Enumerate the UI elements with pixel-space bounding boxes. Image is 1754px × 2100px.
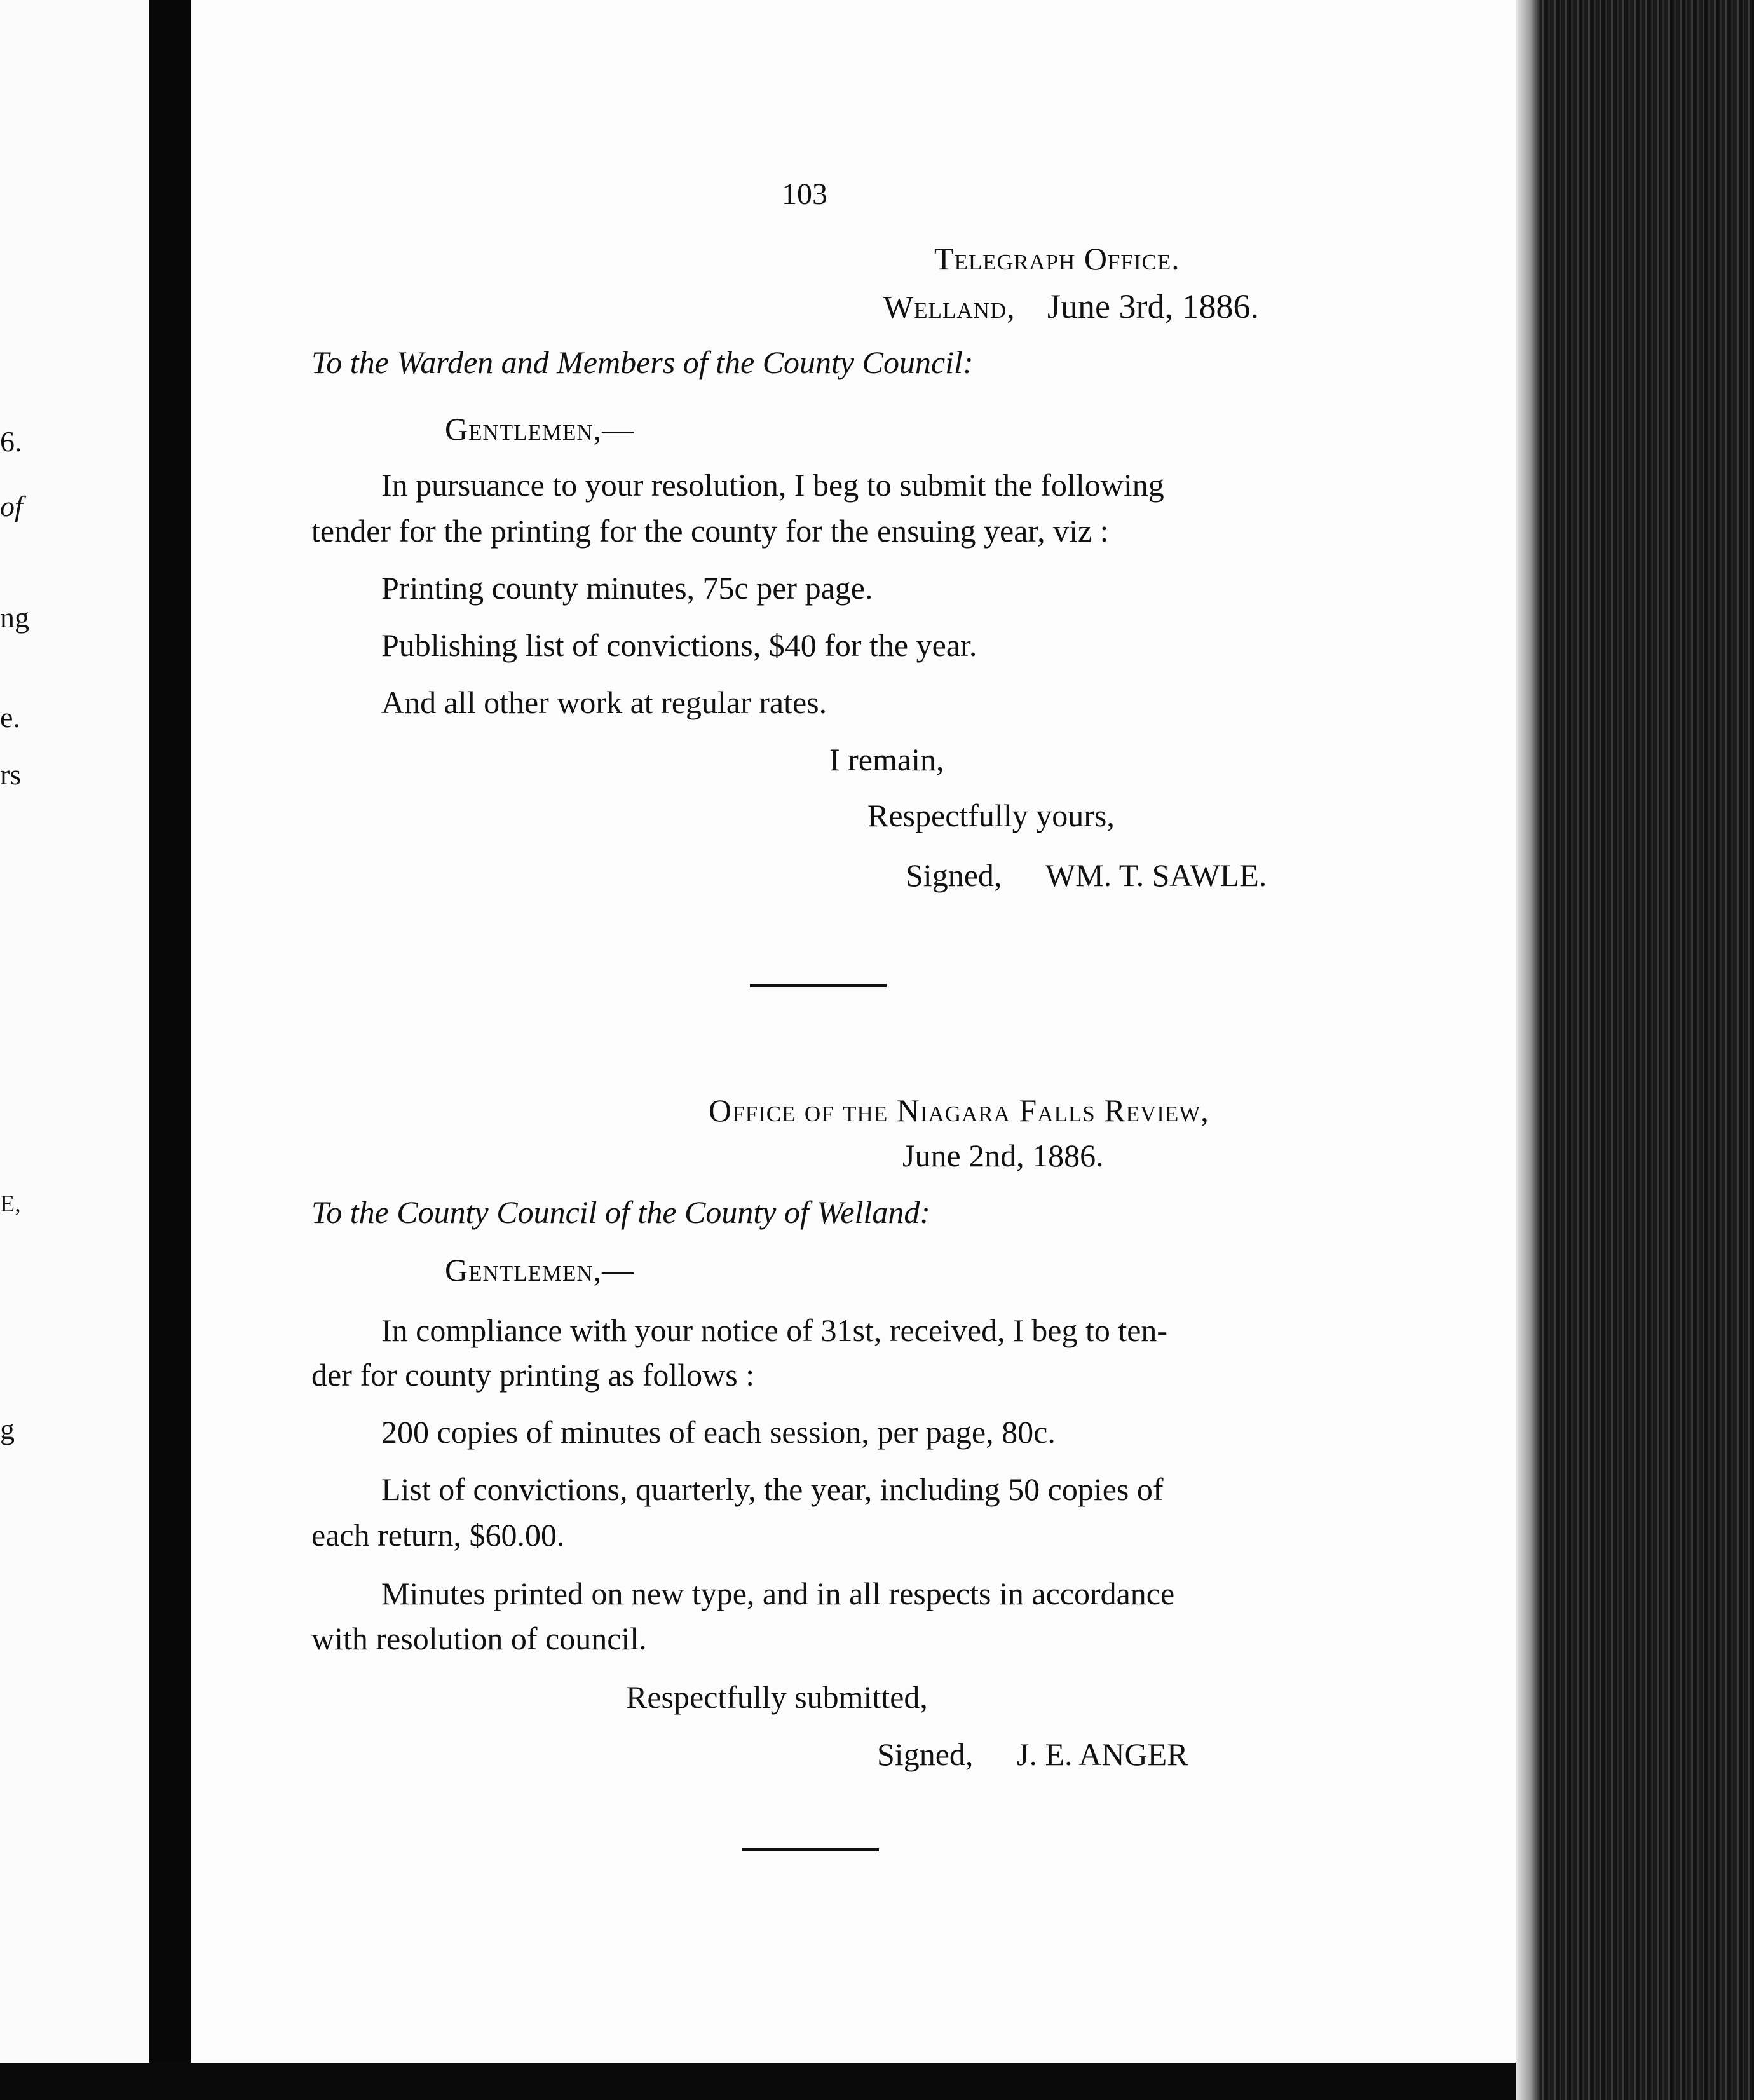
- letter1-date: June 3rd, 1886.: [1047, 287, 1259, 325]
- letter1-addressee: To the Warden and Members of the County Council:: [311, 344, 974, 380]
- left-page-fragment: g: [0, 1413, 15, 1445]
- letter2-addressee: To the County Council of the County of Welland:: [311, 1194, 931, 1230]
- letter1-item2: Publishing list of convictions, $40 for the year.: [381, 627, 977, 663]
- left-page-fragment: rs: [0, 758, 22, 791]
- letter2-body-line2: der for county printing as follows :: [311, 1357, 755, 1393]
- letter2-salutation: Gentlemen,—: [445, 1252, 635, 1288]
- letter1-closing1: I remain,: [829, 742, 944, 777]
- letter1-closing2: Respectfully yours,: [867, 798, 1115, 833]
- letter1-item3: And all other work at regular rates.: [381, 685, 827, 720]
- letter1-office: Telegraph Office.: [934, 241, 1180, 276]
- page: [191, 0, 1516, 2062]
- book-gutter: [149, 0, 194, 2100]
- letter1-place: Welland,: [883, 289, 1016, 325]
- letter1-body-line2: tender for the printing for the county for the ensuing year, viz :: [311, 513, 1109, 549]
- page-number: 103: [782, 177, 827, 211]
- left-page-fragment: of: [0, 490, 23, 522]
- letter1-signed-label: Signed,: [906, 857, 1002, 893]
- left-page-fragment: e.: [0, 701, 20, 733]
- letter1-salutation: Gentlemen,—: [445, 411, 635, 447]
- letter2-closing: Respectfully submitted,: [626, 1679, 928, 1715]
- book-edge: [1516, 0, 1754, 2100]
- page-edge-shadow: [1516, 0, 1540, 2100]
- left-page-fragment: 6.: [0, 425, 22, 458]
- letter2-office: Office of the Niagara Falls Review,: [709, 1093, 1209, 1128]
- left-page-fragment: E,: [0, 1190, 21, 1217]
- letter1-item1: Printing county minutes, 75c per page.: [381, 570, 873, 606]
- letter2-item3-line2: with resolution of council.: [311, 1621, 647, 1656]
- left-facing-page: [0, 0, 149, 2066]
- letter2-date: June 2nd, 1886.: [902, 1138, 1104, 1173]
- letter2-item2-line1: List of convictions, quarterly, the year, including 50 copies of: [381, 1471, 1164, 1507]
- section-divider: [750, 984, 887, 987]
- letter1-body-line1: In pursuance to your resolution, I beg to submit the following: [381, 467, 1164, 503]
- scan-border: [0, 2062, 1516, 2100]
- letter2-signer: J. E. ANGER: [1017, 1736, 1188, 1772]
- letter2-signed-label: Signed,: [877, 1736, 974, 1772]
- letter1-signer: WM. T. SAWLE.: [1045, 857, 1267, 893]
- section-divider: [742, 1848, 879, 1851]
- letter2-item1: 200 copies of minutes of each session, per page, 80c.: [381, 1414, 1056, 1450]
- letter2-item2-line2: each return, $60.00.: [311, 1517, 565, 1553]
- letter2-item3-line1: Minutes printed on new type, and in all respects in accordance: [381, 1576, 1175, 1611]
- left-page-fragment: ng: [0, 601, 29, 634]
- letter2-body-line1: In compliance with your notice of 31st, received, I beg to ten-: [381, 1312, 1168, 1348]
